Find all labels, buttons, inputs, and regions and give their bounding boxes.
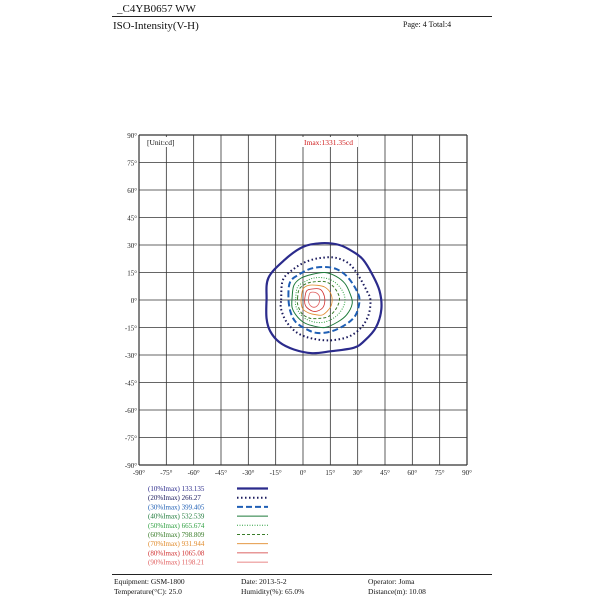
y-tick-label: 75° [127,159,137,168]
x-tick-label: 90° [462,469,472,477]
y-tick-label: -60° [124,407,137,415]
x-tick-label: -45° [214,469,228,477]
report-title: _C4YB0657 WW [117,3,196,15]
iso-contour-10pct [266,243,381,353]
footer-operator: Operator: Joma [368,577,415,586]
y-tick-label: 15° [127,269,137,278]
legend-label: (90%Imax) 1198.21 [148,558,205,567]
x-tick-label: -15° [269,469,282,477]
x-tick-label: 60° [407,469,418,477]
chart-subtitle: ISO-Intensity(V-H) [113,20,199,32]
y-tick-label: 60° [127,187,137,195]
y-tick-label: -90° [124,462,137,470]
y-tick-label: -30° [124,352,137,360]
legend-label: (70%Imax) 931.944 [148,540,205,549]
x-tick-label: 45° [380,469,390,477]
iso-contour-20pct [281,257,371,340]
footer-humidity: Humidity(%): 65.0% [241,587,305,596]
legend-label: (50%Imax) 665.674 [148,521,205,530]
y-tick-label: -45° [124,379,137,388]
footer-date: Date: 2013-5-2 [241,577,287,586]
legend-label: (40%Imax) 532.539 [148,512,205,521]
legend-label: (20%Imax) 266.27 [148,494,201,503]
legend-label: (10%Imax) 133.135 [148,485,205,493]
x-tick-label: -75° [160,469,173,477]
unit-label: [Unit:cd] [147,138,175,147]
legend-label: (80%Imax) 1065.08 [148,549,205,558]
x-tick-label: -90° [132,469,146,477]
y-tick-label: 0° [130,297,137,305]
legend-label: (60%Imax) 798.809 [148,531,205,539]
footer-distance: Distance(m): 10.08 [368,587,426,596]
footer-divider [112,574,492,575]
x-tick-label: 30° [352,469,363,477]
y-tick-label: -75° [124,434,137,443]
x-tick-label: 75° [434,469,445,477]
footer-temperature: Temperature(°C): 25.0 [114,587,182,596]
y-tick-label: -15° [124,324,137,333]
x-tick-label: -30° [242,469,255,477]
y-tick-label: 45° [127,214,137,223]
x-tick-label: 0° [299,469,307,477]
imax-label: Imax:1331.35cd [304,138,353,147]
y-tick-label: 30° [127,242,137,250]
legend-label: (30%Imax) 399.405 [148,503,205,512]
x-tick-label: 15° [325,469,336,477]
y-tick-label: 90° [127,132,137,140]
page-indicator: Page: 4 Total:4 [403,20,452,29]
footer-equipment: Equipment: GSM-1800 [114,577,185,586]
x-tick-label: -60° [187,469,200,477]
